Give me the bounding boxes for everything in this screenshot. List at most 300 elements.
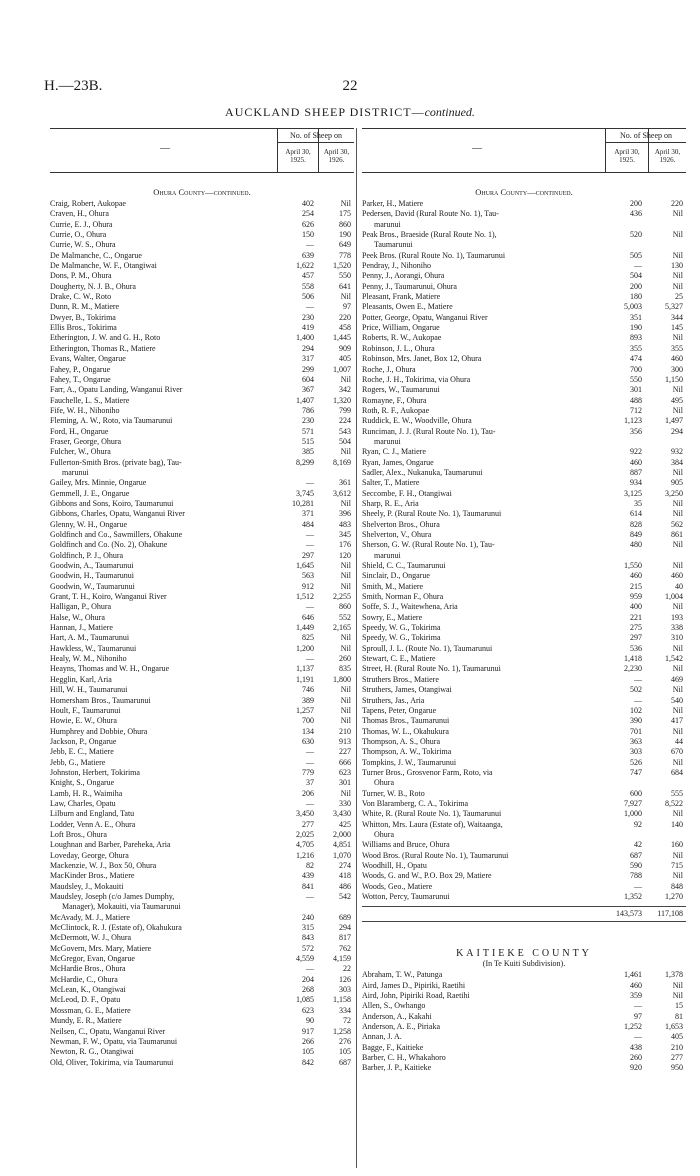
sheep-1925: 1,461 (624, 970, 642, 980)
owner-name: Dunn, R. M., Matiere (50, 302, 120, 312)
sheep-1926: Nil (672, 850, 683, 860)
sheep-1925: 639 (302, 250, 314, 260)
sheep-1925: 206 (302, 788, 314, 798)
sheep-1926: 417 (671, 716, 683, 726)
table-row (362, 882, 686, 892)
sheep-1926: 641 (339, 281, 351, 291)
sheep-1926: Nil (672, 509, 683, 519)
sheep-1926: 543 (339, 426, 351, 436)
table-row (362, 333, 686, 343)
owner-name: Dougherty, N. J. B., Ohura (50, 281, 136, 291)
sheep-1925: 786 (302, 405, 314, 415)
table-row (362, 654, 686, 664)
owner-name: Penny, J., Aorangi, Ohura (362, 271, 445, 281)
table-row (50, 644, 354, 654)
sheep-1926: Nil (340, 571, 351, 581)
sheep-1926: 8,169 (333, 457, 351, 467)
owner-name: Maudsley, Joseph (c/o James Dumphy, (50, 892, 175, 902)
owner-name: Thompson, A. W., Tokirima (362, 747, 452, 757)
sheep-1926: 405 (339, 354, 351, 364)
owner-name: McGregor, Evan, Ongarue (50, 954, 135, 964)
owner-name: Mundy, E. R., Matiere (50, 1016, 122, 1026)
owner-name: Glenny, W. H., Ongarue (50, 519, 128, 529)
table-row (362, 530, 686, 540)
sheep-1926: 3,250 (665, 488, 683, 498)
owner-name: Barber, C. H., Whakahoro (362, 1053, 446, 1063)
table-row (50, 251, 354, 261)
owner-name: Goodwin, W., Taumarunui (50, 581, 135, 591)
sheep-1926: 361 (339, 478, 351, 488)
owner-name: Hart, A. M., Taumarunui (50, 633, 130, 643)
sheep-1925: — (634, 674, 642, 684)
sheep-1925: 460 (630, 457, 642, 467)
sheep-1925: 623 (302, 1005, 314, 1015)
table-row (362, 602, 686, 612)
sheep-1926: Nil (672, 757, 683, 767)
owner-name: Hannan, J., Matiere (50, 623, 113, 633)
table-row (50, 737, 354, 747)
sheep-1926: 684 (671, 767, 683, 777)
sheep-1926: 1,497 (665, 416, 683, 426)
table-row (362, 727, 686, 737)
owner-name: Hegglin, Karl, Aria (50, 674, 112, 684)
sheep-1926: 2,000 (333, 829, 351, 839)
table-row (50, 623, 354, 633)
sheep-1926: 8,522 (665, 798, 683, 808)
owner-name: De Malmanche, W. F., Otangiwai (50, 261, 157, 271)
owner-name: Seccombe, F. H., Otangiwai (362, 488, 452, 498)
owner-name: Fleming, A. W., Roto, via Taumarunui (50, 416, 173, 426)
table-row (362, 499, 686, 509)
sheep-1925: 389 (302, 695, 314, 705)
sheep-1926: 334 (339, 1005, 351, 1015)
owner-name: Hawkless, W., Taumarunui (50, 643, 137, 653)
table-row (50, 1047, 354, 1057)
left-table-header: — No. of Sheep on April 30, 1925. April 30, 1926. (50, 128, 354, 173)
owner-name: Gibbons, Charles, Opatu, Wanganui River (50, 509, 185, 519)
owner-name: Sherson, G. W. (Rural Route No. 1), Tau- (362, 540, 495, 550)
sheep-1926: 310 (671, 633, 683, 643)
table-row (362, 840, 686, 850)
owner-name: Ryan, C. J., Matiere (362, 447, 426, 457)
table-row (50, 344, 354, 354)
sheep-1926: Nil (672, 643, 683, 653)
right-table-body (362, 199, 686, 902)
table-row (362, 406, 686, 416)
table-row (50, 1006, 354, 1016)
owner-name: Craven, H., Ohura (50, 209, 109, 219)
sheep-1925: 920 (630, 1063, 642, 1073)
sheep-1926: 1,653 (665, 1022, 683, 1032)
column-divider (356, 128, 357, 1168)
sheep-1925: 912 (302, 581, 314, 591)
sheep-1926: 190 (339, 230, 351, 240)
sheep-1926: 483 (339, 519, 351, 529)
sheep-1925: 260 (630, 1053, 642, 1063)
owner-name: Johnston, Herbert, Tokirima (50, 767, 140, 777)
owner-name: Thomas Bros., Taumarunui (362, 716, 450, 726)
page-title: AUCKLAND SHEEP DISTRICT—continued. (225, 105, 475, 119)
table-row (50, 964, 354, 974)
table-row (362, 271, 686, 281)
owner-name: Law, Charles, Opatu (50, 798, 116, 808)
sheep-1925: 1,137 (296, 664, 314, 674)
sheep-1926: 126 (339, 974, 351, 984)
table-row (362, 375, 686, 385)
sheep-1926: 4,159 (333, 954, 351, 964)
sheep-1925: 1,622 (296, 261, 314, 271)
sheep-1925: 385 (302, 447, 314, 457)
sheep-1926: 4,851 (333, 840, 351, 850)
owner-name: Abraham, T. W., Patunga (362, 970, 443, 980)
sheep-1925: 190 (630, 323, 642, 333)
table-row (362, 416, 686, 426)
sheep-1926: 145 (671, 323, 683, 333)
sheep-1926: 1,542 (665, 654, 683, 664)
table-row (362, 970, 686, 980)
table-row (50, 333, 354, 343)
sheep-1925: — (634, 881, 642, 891)
table-row (50, 995, 354, 1005)
owner-name: marunui (374, 436, 401, 446)
owner-name: Lilburn and England, Tatu (50, 809, 135, 819)
sheep-1925: 240 (302, 912, 314, 922)
sheep-1926: 1,007 (333, 364, 351, 374)
owner-name: Thomas, W. L., Okahukura (362, 726, 449, 736)
sheep-1926: 345 (339, 530, 351, 539)
table-row (50, 768, 354, 778)
owner-name: Soffe, S. J., Waitewhena, Aria (362, 602, 458, 612)
table-row (50, 851, 354, 861)
owner-name: Speedy, W. G., Tokirima (362, 633, 441, 643)
sheep-1925: 7,927 (624, 798, 642, 808)
owner-name: Price, William, Ongarue (362, 323, 440, 333)
table-row (362, 551, 686, 561)
sheep-1926: 1,158 (333, 995, 351, 1005)
owner-name: Anderson, A. E., Piriaka (362, 1022, 440, 1032)
table-row (50, 447, 354, 457)
sheep-1925: 959 (630, 592, 642, 602)
owner-name: Williams and Bruce, Ohura (362, 840, 450, 850)
sheep-1926: 555 (671, 788, 683, 798)
sheep-1926: 140 (671, 819, 683, 829)
table-row (362, 685, 686, 695)
sheep-1925: 277 (302, 819, 314, 829)
owner-name: White, R. (Rural Route No. 1), Taumarunui (362, 809, 502, 819)
sheep-1926: 294 (671, 426, 683, 436)
owner-name: Aird, James D., Pipiriki, Raetihi (362, 980, 466, 990)
owner-name: Homersham Bros., Taumarunui (50, 695, 151, 705)
table-row (50, 396, 354, 406)
table-row (362, 354, 686, 364)
table-row (50, 1027, 354, 1037)
table-row (362, 623, 686, 633)
table-row (362, 582, 686, 592)
sheep-1926: 1,800 (333, 674, 351, 684)
sheep-1925 (272, 468, 317, 478)
table-row (50, 809, 354, 819)
sheep-1926: 860 (339, 602, 351, 612)
sheep-1925: 1,216 (296, 850, 314, 860)
sheep-1926: 687 (339, 1057, 351, 1067)
sheep-1926: 342 (339, 385, 351, 395)
table-row (362, 509, 686, 519)
owner-name: Penny, J., Taumarunui, Ohura (362, 281, 457, 291)
sheep-1925: 1,123 (624, 416, 642, 426)
table-row (362, 981, 686, 991)
sheep-1925: 268 (302, 985, 314, 995)
sheep-1926: Nil (672, 705, 683, 715)
owner-name: Bagge, F., Kaitieke (362, 1042, 424, 1052)
sheep-1926: 175 (339, 209, 351, 219)
table-row (362, 706, 686, 716)
sheep-1925: — (306, 757, 314, 767)
sheep-1926: Nil (672, 980, 683, 990)
table-row (362, 230, 686, 240)
sheep-1925: 438 (630, 1042, 642, 1052)
sheep-1926: Nil (672, 685, 683, 695)
sheep-1926: 294 (339, 923, 351, 933)
owner-name: Neilsen, C., Opatu, Wanganui River (50, 1026, 166, 1036)
sheep-1926: 2,165 (333, 623, 351, 633)
table-row (362, 292, 686, 302)
sheep-1926: Nil (672, 871, 683, 881)
sheep-1925: 460 (630, 571, 642, 581)
sheep-1925: 520 (630, 230, 642, 240)
sheep-1926: Nil (340, 695, 351, 705)
table-row (362, 447, 686, 457)
owner-name: Jebb, E. C., Matiere (50, 747, 114, 757)
sheep-1926: 3,612 (333, 488, 351, 498)
sheep-1926 (645, 437, 686, 447)
table-row (50, 778, 354, 788)
sheep-1926: 72 (343, 1016, 351, 1026)
table-row (362, 830, 686, 840)
sheep-1925: 600 (630, 788, 642, 798)
owner-name: Barber, J. P., Kaitieke (362, 1063, 432, 1073)
sheep-1926: 120 (339, 550, 351, 560)
sheep-1926: 552 (339, 612, 351, 622)
sheep-1926: Nil (340, 705, 351, 715)
owner-name: Halse, W., Ohura (50, 612, 105, 622)
sheep-1925 (599, 551, 645, 561)
sheep-1926: 799 (339, 405, 351, 415)
sheep-1926: Nil (340, 581, 351, 591)
table-row (50, 292, 354, 302)
page-reference: H.—23B. (44, 78, 103, 94)
owner-name: Pedersen, David (Rural Route No. 1), Tau- (362, 209, 499, 219)
sheep-1925: — (306, 530, 314, 539)
table-row (50, 799, 354, 809)
sheep-1925: 3,745 (296, 488, 314, 498)
owner-name: Robinson, J. L., Ohura (362, 343, 435, 353)
sheep-count-header: No. of Sheep on (278, 131, 354, 143)
table-row (362, 209, 686, 219)
table-row (362, 282, 686, 292)
sheep-1925: 1,407 (296, 395, 314, 405)
sheep-1926: 1,150 (665, 374, 683, 384)
sheep-1926: 861 (671, 530, 683, 539)
sheep-1925: 825 (302, 633, 314, 643)
sheep-1926: 550 (339, 271, 351, 281)
sheep-1925: — (306, 302, 314, 312)
table-row (50, 716, 354, 726)
sheep-1926 (645, 830, 686, 840)
sheep-1926: 277 (671, 1053, 683, 1063)
sheep-1926: 542 (339, 892, 351, 902)
sheep-1925: — (306, 964, 314, 974)
table-row (50, 261, 354, 271)
table-row (50, 354, 354, 364)
owner-name: Pendray, J., Nihoniho (362, 261, 432, 271)
owner-name: McHardie, C., Ohura (50, 974, 118, 984)
sheep-1926: 932 (671, 447, 683, 457)
owner-name: Runciman, J. J. (Rural Route No. 1), Tau- (362, 426, 496, 436)
table-row (362, 716, 686, 726)
sheep-1926: 210 (339, 726, 351, 736)
sheep-1925: 356 (630, 426, 642, 436)
owner-name: Gailey, Mrs. Minnie, Ongarue (50, 478, 147, 488)
owner-name: Struthers, James, Otangiwai (362, 685, 452, 695)
sheep-1926: Nil (672, 664, 683, 674)
table-row (50, 592, 354, 602)
owner-name: Knight, S., Ongarue (50, 778, 115, 788)
sheep-1926 (645, 240, 686, 250)
sheep-1926: 913 (339, 736, 351, 746)
owner-name: Street, H. (Rural Route No. 1), Taumarunui (362, 664, 501, 674)
sheep-1925: 3,125 (624, 488, 642, 498)
sheep-1925: 536 (630, 643, 642, 653)
page-number: 22 (342, 78, 358, 94)
sheep-1926 (645, 551, 686, 561)
sheep-1925: 97 (634, 1011, 642, 1021)
sheep-1925: 200 (630, 281, 642, 291)
owner-name: Fahey, T., Ongarue (50, 374, 111, 384)
table-row (50, 830, 354, 840)
table-row (50, 530, 354, 540)
sheep-1925: 700 (302, 716, 314, 726)
table-row (362, 820, 686, 830)
kaitieke-subdivision: (In Te Kuiti Subdivision). (482, 959, 566, 969)
table-row (50, 944, 354, 954)
sheep-1926: 160 (671, 840, 683, 850)
sheep-1925: 842 (302, 1057, 314, 1067)
owner-name: Goldfinch, P. J., Ohura (50, 550, 124, 560)
table-row (362, 571, 686, 581)
owner-name: McHardie Bros., Ohura (50, 964, 126, 974)
sheep-1925: — (634, 1001, 642, 1011)
table-row (50, 1016, 354, 1026)
sheep-1926: 817 (339, 933, 351, 943)
sheep-1926: Nil (340, 643, 351, 653)
sheep-1926: Nil (340, 685, 351, 695)
owner-name: Goldfinch and Co., Sawmillers, Ohakune (50, 530, 183, 539)
sheep-1925: 200 (630, 199, 642, 208)
sheep-1925: 843 (302, 933, 314, 943)
owner-name: Goldfinch and Co. (No. 2), Ohakune (50, 540, 168, 550)
sheep-1926: 540 (671, 695, 683, 705)
table-row (362, 251, 686, 261)
owner-name: Shelverton Bros., Ohura (362, 519, 440, 529)
sheep-1925: 42 (634, 840, 642, 850)
table-row (362, 799, 686, 809)
col-1925-header: April 30, 1925. (614, 148, 640, 164)
owner-name: Newman, F. W., Opatu, via Taumarunui (50, 1036, 178, 1046)
table-row (362, 478, 686, 488)
owner-name: Sheely, P. (Rural Route No. 1), Taumarunui (362, 509, 502, 519)
sheep-1926: 905 (671, 478, 683, 488)
sheep-1926: Nil (672, 230, 683, 240)
sheep-1926: 458 (339, 323, 351, 333)
table-row (362, 892, 686, 902)
sheep-1925: 917 (302, 1026, 314, 1036)
table-row (50, 271, 354, 281)
table-row (50, 302, 354, 312)
sheep-1926: 25 (675, 292, 683, 302)
owner-name: Craig, Robert, Aukopae (50, 199, 126, 208)
left-section-heading: Ohura County—continued. (153, 187, 251, 197)
owner-name: Von Blaramberg, C. A., Tokirima (362, 798, 469, 808)
owner-name: Robinson, Mrs. Janet, Box 12, Ohura (362, 354, 482, 364)
owner-name: Stewart, C. E., Matiere (362, 654, 436, 664)
owner-name: Heayns, Thomas and W. H., Ongarue (50, 664, 170, 674)
owner-name: Sproull, J. L. (Route No. 1), Taumarunui (362, 643, 493, 653)
owner-name: Aird, John, Pipiriki Road, Raetihi (362, 991, 470, 1001)
owner-name: Howie, E. W., Ohura (50, 716, 117, 726)
owner-name: Potter, George, Opatu, Wanganui River (362, 312, 488, 322)
owner-name: Annan, J. A. (362, 1032, 402, 1042)
owner-name: Fullerton-Smith Bros. (private bag), Tau- (50, 457, 182, 467)
sheep-1925: 419 (302, 323, 314, 333)
sheep-1925: 90 (306, 1016, 314, 1026)
sheep-1926: 276 (339, 1036, 351, 1046)
owner-name: Lamb, H. R., Waimiha (50, 788, 123, 798)
sheep-1926: Nil (340, 447, 351, 457)
sheep-1925: 294 (302, 343, 314, 353)
sheep-1925: 105 (302, 1047, 314, 1057)
sheep-1925: 687 (630, 850, 642, 860)
owner-name: Old, Oliver, Tokirima, via Taumarunui (50, 1057, 174, 1067)
table-row (362, 613, 686, 623)
sheep-1925: 2,025 (296, 829, 314, 839)
table-row (362, 323, 686, 333)
table-row (50, 458, 354, 468)
sheep-1926: 5,327 (665, 302, 683, 312)
owner-name: Romayne, F., Ohura (362, 395, 427, 405)
sheep-1925: 474 (630, 354, 642, 364)
sheep-1925: 841 (302, 881, 314, 891)
sheep-1926: 405 (671, 1032, 683, 1042)
sheep-1926: 469 (671, 674, 683, 684)
sheep-1925: 887 (630, 467, 642, 477)
owner-name: Newton, R. G., Otangiwai (50, 1047, 134, 1057)
sheep-1925: 550 (630, 374, 642, 384)
kaitieke-table-body (362, 970, 686, 1073)
sheep-1925: 230 (302, 312, 314, 322)
table-row (362, 768, 686, 778)
sheep-1926: 40 (675, 581, 683, 591)
sheep-1926: Nil (672, 602, 683, 612)
sheep-1926: 300 (671, 364, 683, 374)
sheep-1925: 371 (302, 509, 314, 519)
owner-name: Rogers, W., Taumarunui (362, 385, 440, 395)
sheep-1925: 488 (630, 395, 642, 405)
table-row (50, 416, 354, 426)
sheep-1925: 303 (630, 747, 642, 757)
owner-name: marunui (374, 550, 401, 560)
table-row (362, 633, 686, 643)
sheep-1925: 630 (302, 736, 314, 746)
